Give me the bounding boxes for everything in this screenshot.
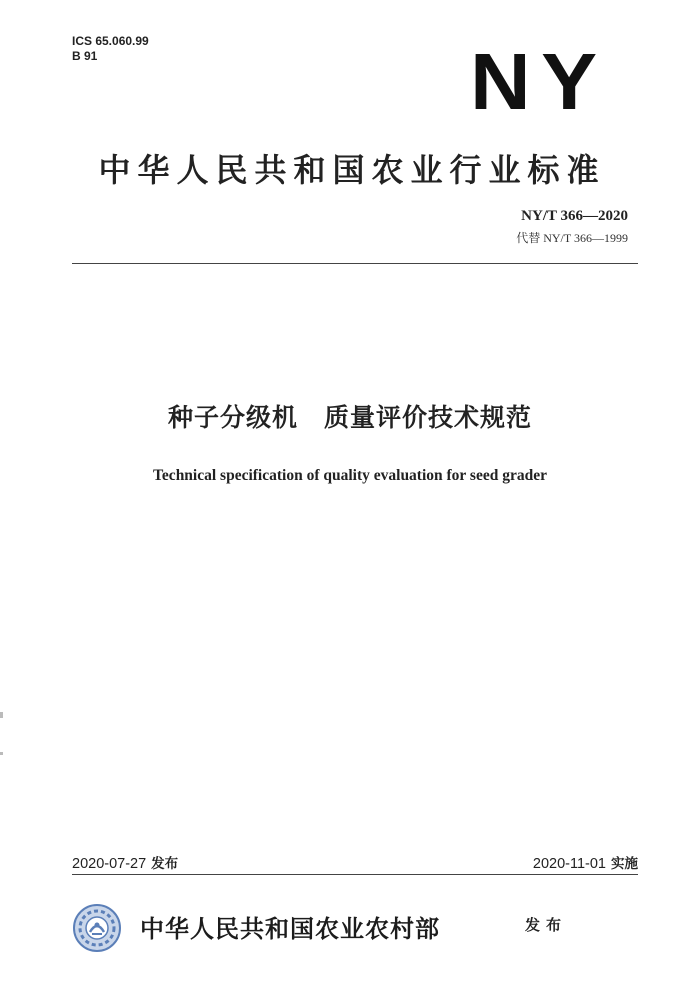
implementation-label: 实施 <box>611 856 638 872</box>
document-title-chinese: 种子分级机 质量评价技术规范 <box>167 403 532 432</box>
ny-logo: NY <box>470 37 608 126</box>
organization-title: 中华人民共和国农业行业标准 <box>98 151 606 189</box>
publish-label: 发布 <box>525 916 568 934</box>
implementation-date: 2020-11-01 <box>532 856 606 872</box>
top-divider <box>72 263 638 264</box>
emblem-graphic <box>72 903 122 953</box>
scan-artifact <box>0 712 3 718</box>
replaced-standard: 代替 NY/T 366—1999 <box>516 231 628 245</box>
scan-artifact <box>0 752 3 755</box>
bottom-divider <box>72 874 638 875</box>
issue-date: 2020-07-27 <box>72 856 147 872</box>
classification-codes <box>72 34 149 64</box>
issue-label: 发布 <box>151 856 179 872</box>
document-title-english: Technical specification of quality evaluation for seed grader <box>153 467 547 484</box>
ics-code: ICS 65.060.99 <box>72 34 149 48</box>
issuing-ministry: 中华人民共和国农业农村部 <box>140 914 440 943</box>
implementation-date-block <box>533 852 638 872</box>
ccs-code: B 91 <box>72 49 98 63</box>
issue-date-block <box>72 852 178 872</box>
standard-number-text: NY/T 366—2020 <box>521 208 628 224</box>
ministry-emblem-icon <box>72 903 122 953</box>
standard-number <box>521 208 628 225</box>
